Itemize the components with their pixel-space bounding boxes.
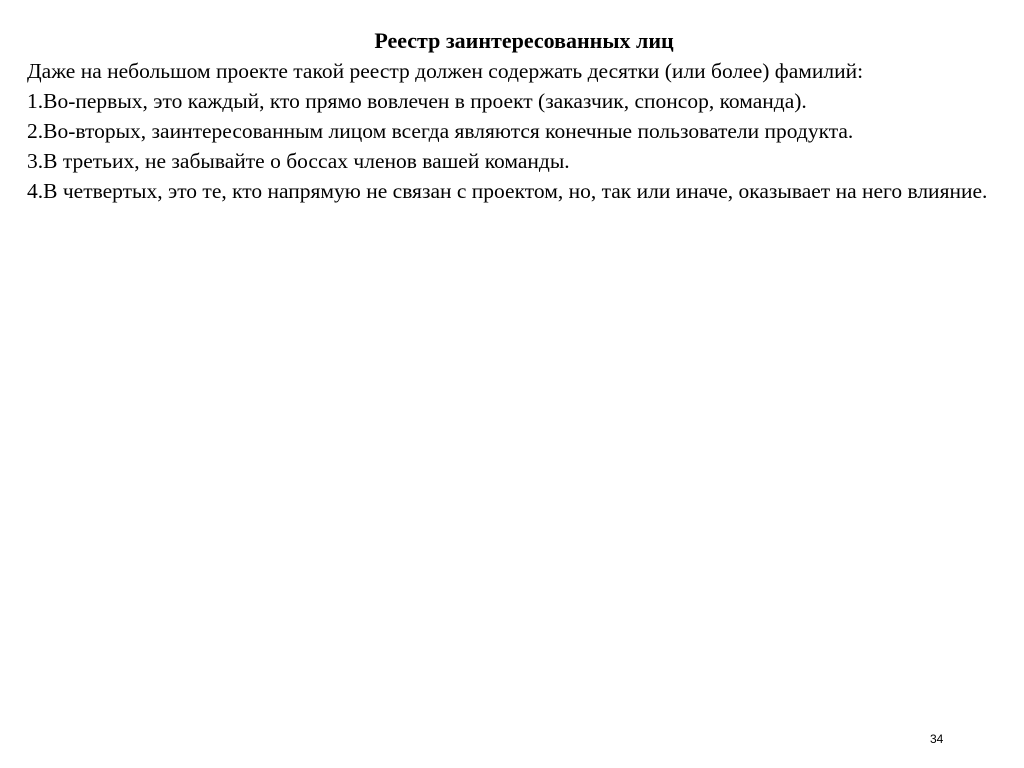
slide-content: [27, 26, 997, 206]
list-item-1: 1.Во-первых, это каждый, кто прямо вовлечен в проект (заказчик, спонсор, команда).: [27, 89, 807, 113]
slide-title: Реестр заинтересованных лиц: [374, 28, 674, 53]
list-item-3: 3.В третьих, не забывайте о боссах членов вашей команды.: [27, 149, 570, 173]
intro-paragraph: Даже на небольшом проекте такой реестр должен содержать десятки (или более) фамилий:: [27, 59, 864, 83]
page-number: 34: [930, 732, 944, 746]
list-item-4: 4.В четвертых, это те, кто напрямую не связан с проектом, но, так или иначе, оказывает на него влияние.: [27, 179, 988, 203]
list-item-2: 2.Во-вторых, заинтересованным лицом всегда являются конечные пользователи продукта.: [27, 119, 854, 143]
